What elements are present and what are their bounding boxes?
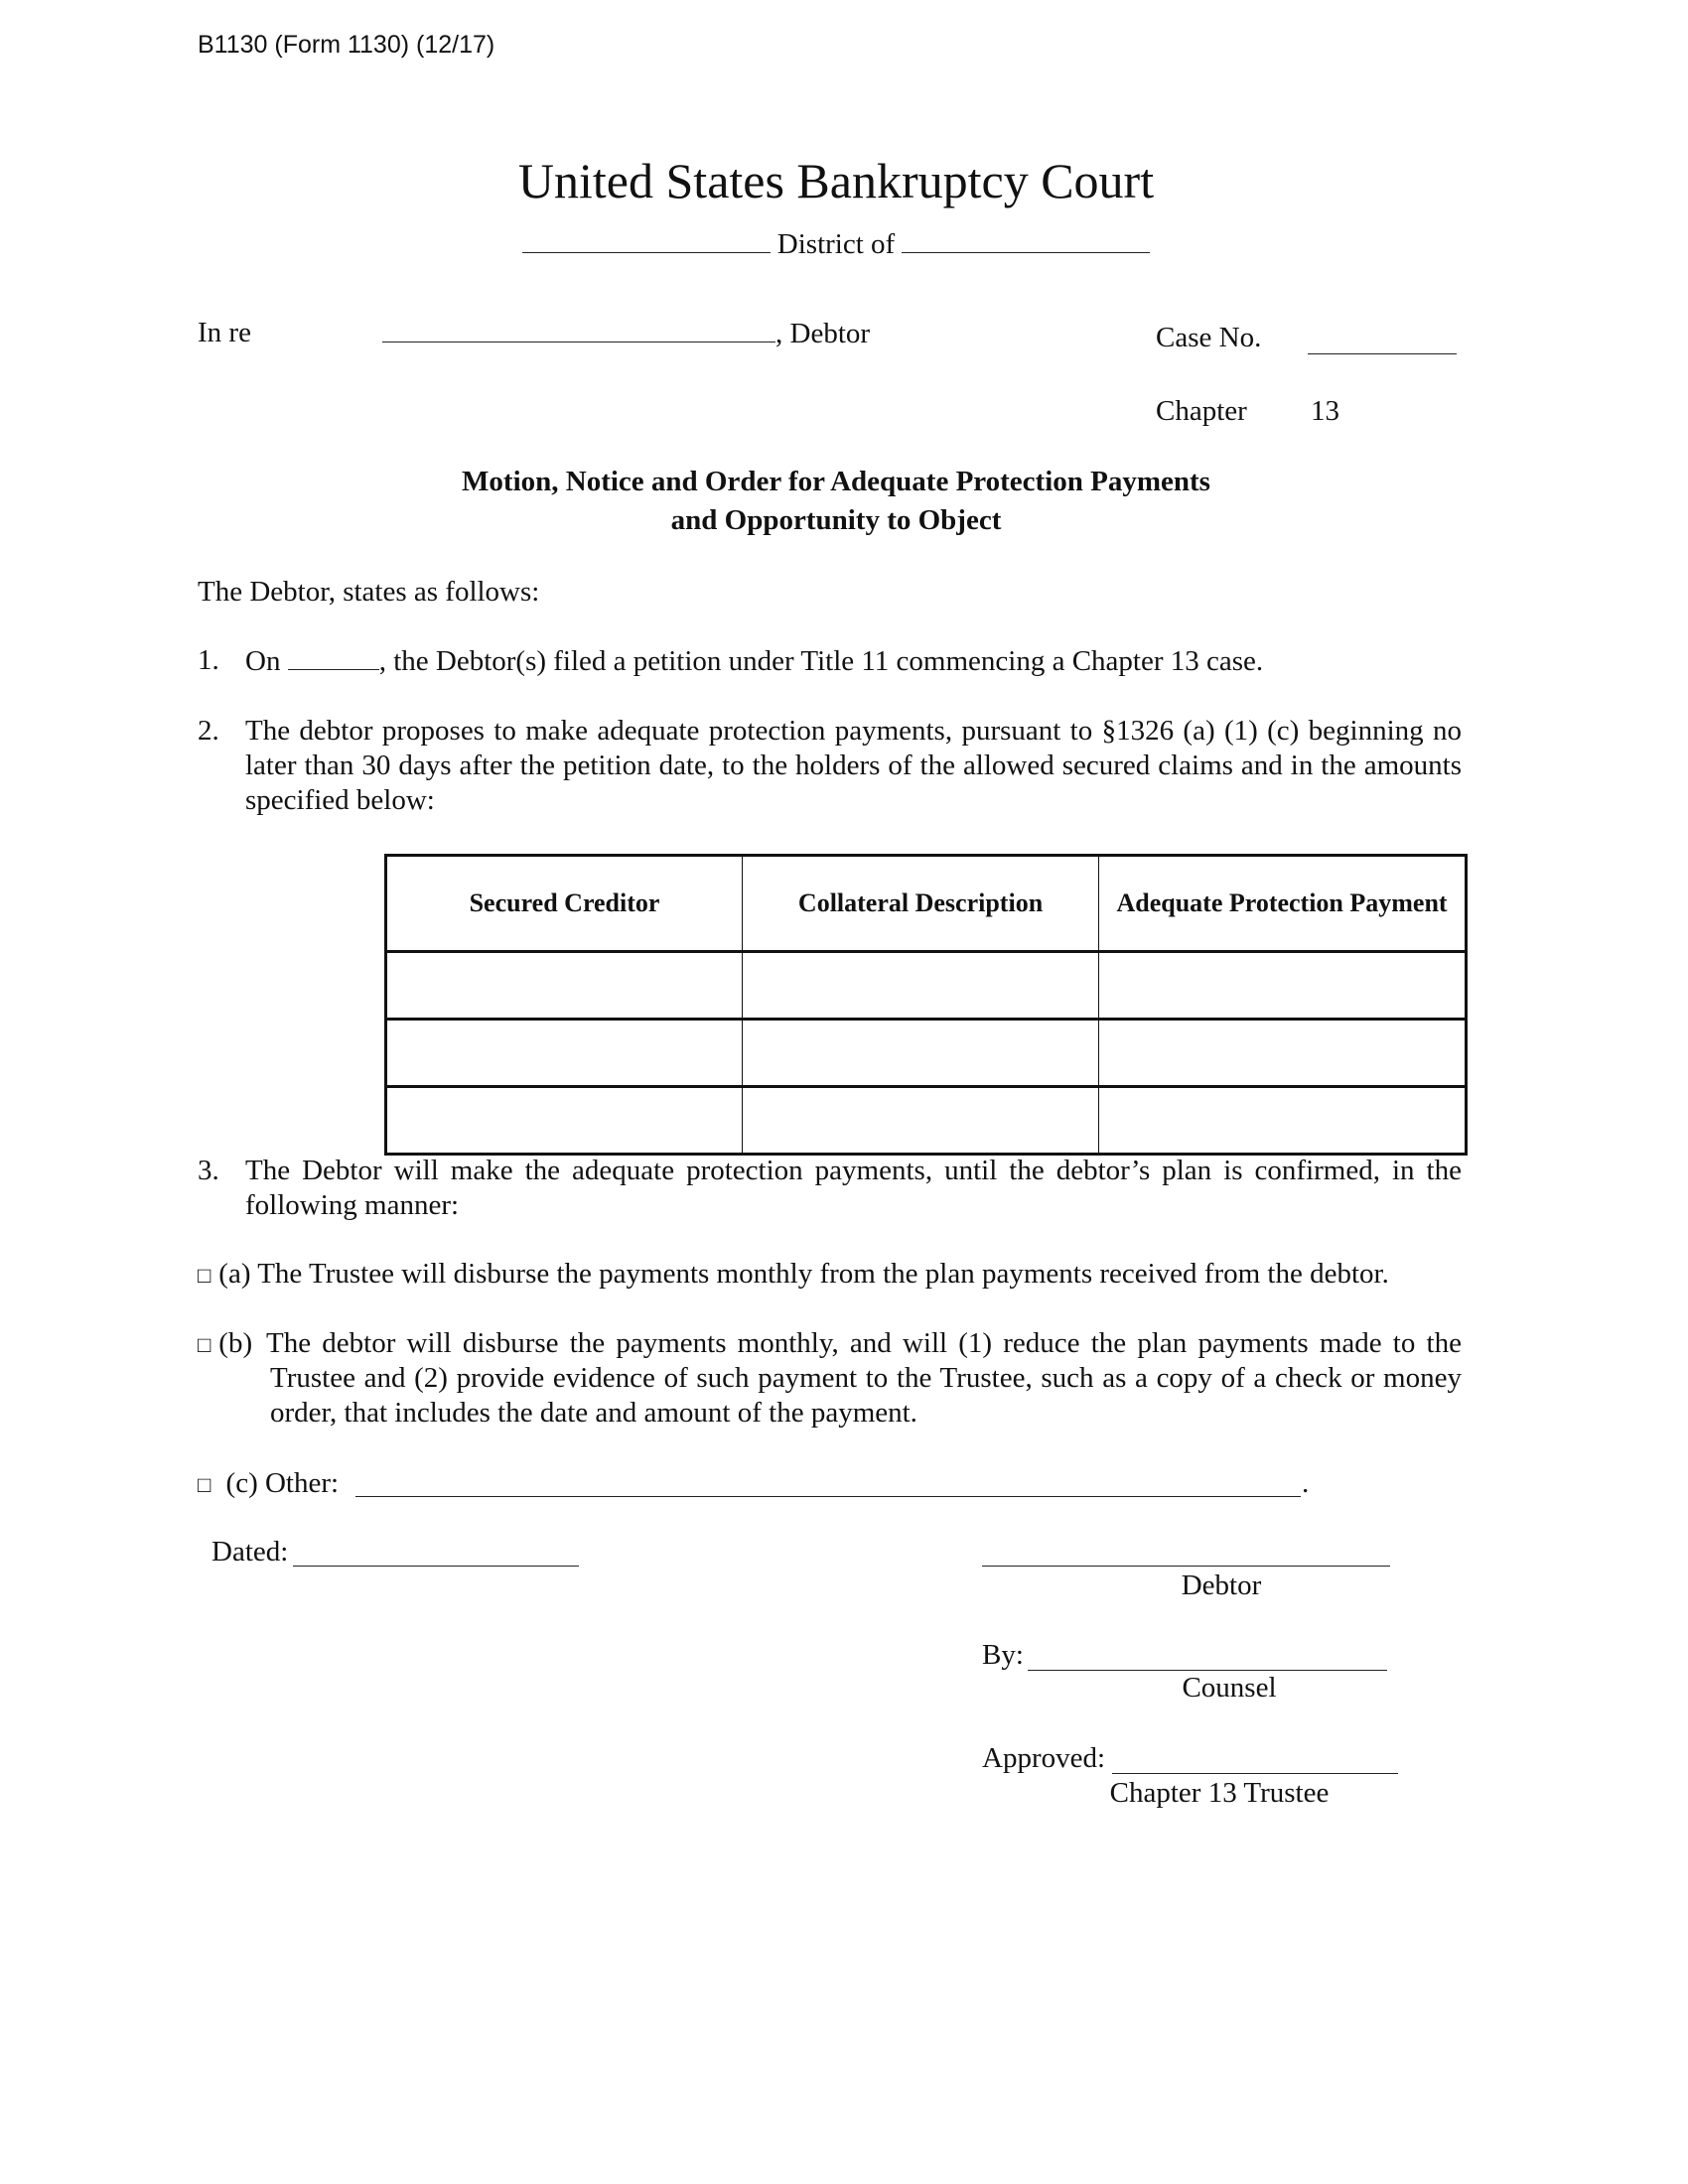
option-a-text: The Trustee will disburse the payments monthly from the plan payments received from the debtor. <box>257 1258 1389 1290</box>
option-c <box>198 1466 339 1502</box>
table-cell[interactable] <box>743 952 1099 1020</box>
district-line <box>0 226 1672 261</box>
dated-label: Dated: <box>211 1536 289 1568</box>
counsel-label: Counsel <box>1182 1672 1277 1704</box>
item-2-number: 2. <box>198 715 219 747</box>
checkbox-c[interactable]: □ <box>198 1472 211 1497</box>
table-cell[interactable] <box>743 1087 1099 1155</box>
header-adequate-protection-payment: Adequate Protection Payment <box>1099 856 1467 952</box>
table-row <box>386 1087 1467 1155</box>
table-header-row <box>386 856 1467 952</box>
item-3-number: 3. <box>198 1155 219 1186</box>
trustee-signature-line[interactable] <box>1112 1773 1398 1774</box>
by-label: By: <box>982 1639 1024 1671</box>
chapter-label: Chapter <box>1156 395 1247 427</box>
district-blank[interactable] <box>522 226 771 253</box>
state-blank[interactable] <box>902 226 1150 253</box>
table-row <box>386 1020 1467 1087</box>
approved-label: Approved: <box>982 1742 1106 1774</box>
item-1-pre: On <box>245 645 288 677</box>
trustee-label: Chapter 13 Trustee <box>1109 1777 1330 1809</box>
dated-blank[interactable] <box>293 1566 579 1567</box>
debtor-label: Debtor <box>1181 1570 1262 1601</box>
period: . <box>1302 1467 1310 1499</box>
checkbox-b[interactable]: □ <box>198 1332 211 1357</box>
debtor-signature-line[interactable] <box>982 1566 1390 1567</box>
option-b-label: (b) <box>218 1327 253 1359</box>
court-title: United States Bankruptcy Court <box>517 153 1155 208</box>
district-label: District of <box>776 228 896 260</box>
motion-title-line2: and Opportunity to Object <box>670 504 1002 536</box>
table-cell[interactable] <box>386 952 743 1020</box>
item-2-text: The debtor proposes to make adequate protection payments, pursuant to §1326 (a) (1) (c) beginning no later than 30 days after the petition date, to the holders of the allowed secured claims and in the amounts specified below: <box>245 715 1462 816</box>
option-b-text: The debtor will disburse the payments monthly, and will (1) reduce the plan payments made to the Trustee and (2) provide evidence of such payment to the Trustee, such as a copy of a check or money order, that includes the date and amount of the payment. <box>266 1327 1462 1429</box>
case-no-label: Case No. <box>1156 322 1262 353</box>
table-row <box>386 952 1467 1020</box>
header-secured-creditor: Secured Creditor <box>386 856 743 952</box>
petition-date-blank[interactable] <box>288 643 379 670</box>
in-re-label: In re <box>198 317 251 348</box>
debtor-name-blank[interactable] <box>382 316 775 342</box>
item-1-number: 1. <box>198 644 219 676</box>
option-a <box>198 1257 1389 1293</box>
debtor-name-line <box>382 316 870 350</box>
payments-table <box>384 854 1468 1156</box>
item-3-text: The Debtor will make the adequate protection payments, until the debtor’s plan is confirmed, in the following manner: <box>245 1155 1462 1221</box>
table-cell[interactable] <box>1099 1020 1467 1087</box>
table-cell[interactable] <box>743 1020 1099 1087</box>
form-id: B1130 (Form 1130) (12/17) <box>198 31 495 59</box>
item-1-post: , the Debtor(s) filed a petition under Title 11 commencing a Chapter 13 case. <box>378 645 1264 677</box>
option-b-head <box>198 1326 252 1362</box>
table-cell[interactable] <box>1099 952 1467 1020</box>
other-blank[interactable] <box>355 1496 1301 1497</box>
checkbox-a[interactable]: □ <box>198 1263 211 1288</box>
intro-text: The Debtor, states as follows: <box>198 576 540 608</box>
motion-title-line1: Motion, Notice and Order for Adequate Protection Payments <box>462 466 1210 497</box>
header-collateral-description: Collateral Description <box>743 856 1099 952</box>
item-1-text <box>245 643 1263 678</box>
option-c-label: (c) Other: <box>225 1467 340 1499</box>
chapter-value: 13 <box>1311 395 1339 427</box>
table-cell[interactable] <box>1099 1087 1467 1155</box>
case-no-blank[interactable] <box>1308 328 1457 354</box>
option-a-label: (a) <box>218 1258 251 1290</box>
table-cell[interactable] <box>386 1020 743 1087</box>
debtor-suffix: , Debtor <box>775 318 871 349</box>
table-cell[interactable] <box>386 1087 743 1155</box>
